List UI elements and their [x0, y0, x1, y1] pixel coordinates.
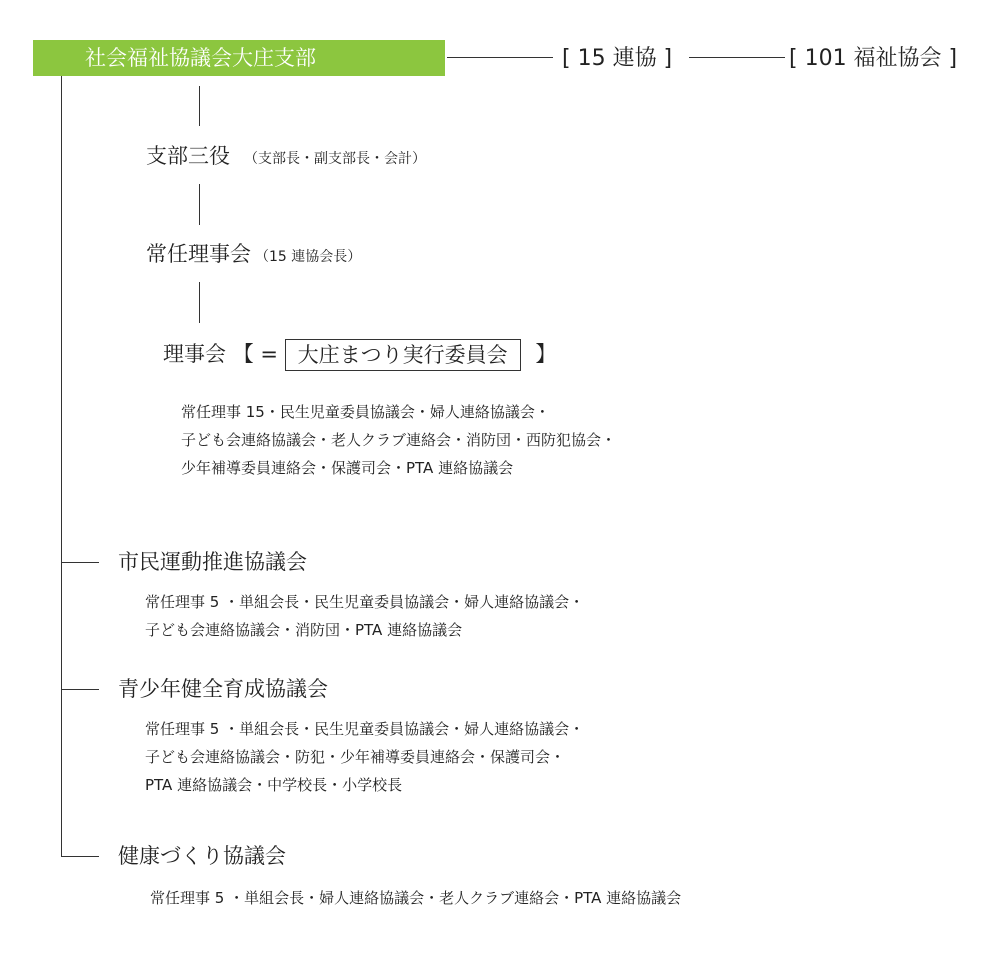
kenko-label: 健康づくり協議会: [118, 844, 286, 868]
kenko-member-line: 常任理事 5 ・単組会長・婦人連絡協議会・老人クラブ連絡会・PTA 連絡協議会: [150, 889, 682, 907]
branch-kenko: [61, 856, 99, 857]
branch-seishonen: [61, 689, 99, 690]
jonin-note: （15 連協会長）: [255, 249, 362, 265]
rijikai-member-line: 常任理事 15・民生児童委員協議会・婦人連絡協議会・: [181, 403, 550, 421]
seishonen-member-line: PTA 連絡協議会・中学校長・小学校長: [145, 776, 403, 794]
jonin-node: [146, 241, 361, 267]
sanyaku-note: （支部長・副支部長・会計）: [244, 151, 426, 167]
connector-root-to-renkyo: [447, 57, 553, 58]
connector-sanyaku-to-jonin: [199, 184, 200, 225]
kenko-members: [150, 884, 681, 912]
seishonen-label: 青少年健全育成協議会: [118, 677, 328, 701]
rijikai-member-line: 少年補導委員連絡会・保護司会・PTA 連絡協議会: [181, 459, 514, 477]
rijikai-label: 理事会: [163, 342, 226, 366]
root-label: 社会福祉協議会大庄支部: [85, 46, 316, 70]
seishonen-member-line: 子ども会連絡協議会・防犯・少年補導委員連絡会・保護司会・: [145, 748, 566, 766]
rijikai-node: [163, 338, 556, 371]
rijikai-member-line: 子ども会連絡協議会・老人クラブ連絡会・消防団・西防犯協会・: [181, 431, 617, 449]
fukushi-node: [789, 46, 957, 72]
seishonen-members: [145, 715, 584, 799]
renkyo-label: [ 15 連協 ]: [562, 46, 673, 71]
rijikai-close: 】: [535, 342, 557, 366]
trunk-line: [61, 76, 62, 856]
shimin-member-line: 常任理事 5 ・単組会長・民生児童委員協議会・婦人連絡協議会・: [145, 593, 585, 611]
shimin-member-line: 子ども会連絡協議会・消防団・PTA 連絡協議会: [145, 621, 463, 639]
jonin-label: 常任理事会: [146, 242, 251, 266]
sanyaku-node: [146, 143, 426, 169]
shimin-members: [145, 588, 584, 644]
branch-shimin: [61, 562, 99, 563]
connector-root-to-sanyaku: [199, 86, 200, 126]
rijikai-boxed-committee: 大庄まつり実行委員会: [285, 339, 521, 371]
rijikai-open: 【 =: [232, 342, 278, 366]
rijikai-members: [181, 398, 616, 482]
connector-jonin-to-rijikai: [199, 282, 200, 323]
connector-renkyo-to-fukushi: [689, 57, 785, 58]
sanyaku-label: 支部三役: [146, 144, 230, 168]
renkyo-node: [562, 46, 672, 72]
fukushi-label: [ 101 福祉協会 ]: [789, 46, 958, 71]
shimin-label: 市民運動推進協議会: [118, 550, 307, 574]
seishonen-member-line: 常任理事 5 ・単組会長・民生児童委員協議会・婦人連絡協議会・: [145, 720, 585, 738]
root-node: [33, 40, 445, 76]
